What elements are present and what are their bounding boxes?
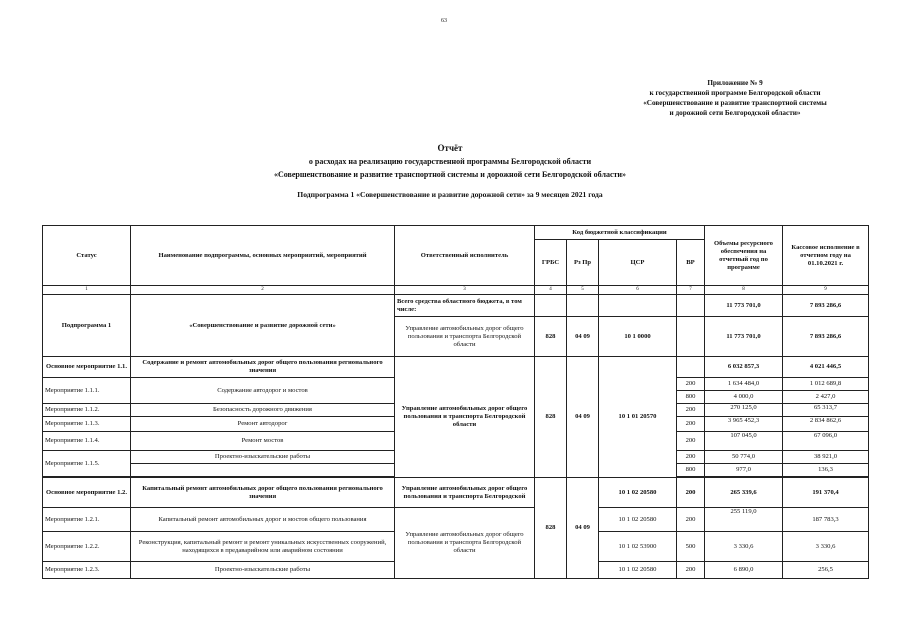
row-vr: 200 <box>677 417 705 432</box>
row-cash: 136,3 <box>783 464 869 477</box>
row-cash: 256,5 <box>783 562 869 579</box>
row-status: Мероприятие 1.1.5. <box>43 451 131 477</box>
row-status: Мероприятие 1.2.3. <box>43 562 131 579</box>
row-cash: 2 834 862,6 <box>783 417 869 432</box>
header-executor: Ответственный исполнитель <box>395 226 535 286</box>
row-cash: 3 330,6 <box>783 532 869 562</box>
row-volume: 265 339,6 <box>705 478 783 508</box>
row-name: Ремонт мостов <box>131 432 395 451</box>
row-status: Мероприятие 1.1.4. <box>43 432 131 451</box>
row-csr: 10 1 02 53900 <box>599 532 677 562</box>
row-vr: 800 <box>677 391 705 404</box>
row-volume: 270 125,0 <box>705 404 783 417</box>
header-volume: Объемы ресурсного обеспечения на отчетный год по программе <box>705 226 783 286</box>
title-line-3: «Совершенствование и развитие транспортной системы и дорожной сети Белгородской области» <box>273 170 627 179</box>
table-row <box>43 295 869 317</box>
row-rzpr: 04 09 <box>567 357 599 478</box>
row-volume: 11 773 701,0 <box>705 295 783 317</box>
row-name: Реконструкция, капитальный ремонт и ремонт уникальных искусственных сооружений, находящихся в предаварийном или аварийном состоянии <box>131 532 395 562</box>
row-vr: 200 <box>677 478 705 508</box>
row-cash: 38 921,0 <box>783 451 869 464</box>
row-csr: 10 1 0000 <box>599 317 677 357</box>
row-cash: 7 893 286,6 <box>783 295 869 317</box>
row-rzpr: 04 09 <box>567 317 599 357</box>
row-name: Содержание и ремонт автомобильных дорог общего пользования регионального значения <box>131 357 395 378</box>
row-volume: 4 000,0 <box>705 391 783 404</box>
row-cash: 4 021 446,5 <box>783 357 869 378</box>
row-executor: Управление автомобильных дорог общего пользования и транспорта Белгородской области <box>395 357 535 478</box>
row-volume: 255 119,0 <box>705 508 783 532</box>
row-name: «Совершенствование и развитие дорожной сети» <box>131 295 395 357</box>
row-name: Безопасность дорожного движения <box>131 404 395 417</box>
row-cash: 7 893 286,6 <box>783 317 869 357</box>
row-status: Мероприятие 1.1.3. <box>43 417 131 432</box>
row-volume: 11 773 701,0 <box>705 317 783 357</box>
row-vr: 800 <box>677 464 705 477</box>
row-status: Мероприятие 1.2.2. <box>43 532 131 562</box>
col-number: 5 <box>567 286 599 295</box>
header-rzpr: Рз Пр <box>567 240 599 286</box>
row-volume: 3 965 452,3 <box>705 417 783 432</box>
col-number: 7 <box>677 286 705 295</box>
row-vr: 200 <box>677 378 705 391</box>
row-cash: 1 012 689,8 <box>783 378 869 391</box>
row-name: Проектно-изыскательские работы <box>131 562 395 579</box>
row-executor: Управление автомобильных дорог общего пользования и транспорта Белгородской области <box>395 508 535 579</box>
row-status: Основное мероприятие 1.1. <box>43 357 131 378</box>
report-title <box>150 142 750 181</box>
row-rzpr: 04 09 <box>567 478 599 579</box>
row-executor: Управление автомобильных дорог общего пользования и транспорта Белгородской области <box>395 317 535 357</box>
row-csr: 10 1 01 20570 <box>599 357 677 478</box>
title-line-1: Отчёт <box>437 143 463 153</box>
row-executor: Управление автомобильных дорог общего пользования и транспорта Белгородской <box>395 478 535 508</box>
row-cash: 67 096,0 <box>783 432 869 451</box>
expenses-table <box>42 225 869 579</box>
col-number: 4 <box>535 286 567 295</box>
row-cash: 65 313,7 <box>783 404 869 417</box>
row-name: Содержание автодорог и мостов <box>131 378 395 404</box>
row-grbs: 828 <box>535 478 567 579</box>
header-cash: Кассовое исполнение в отчетном году на 01.10.2021 г. <box>783 226 869 286</box>
table-row <box>43 478 869 508</box>
col-number: 6 <box>599 286 677 295</box>
table-row <box>43 357 869 378</box>
row-cash: 191 370,4 <box>783 478 869 508</box>
appendix-line: Приложение № 9 <box>707 79 763 87</box>
table-row <box>43 508 869 532</box>
row-volume: 3 330,6 <box>705 532 783 562</box>
row-status: Мероприятие 1.2.1. <box>43 508 131 532</box>
appendix-line: и дорожной сети Белгородской области» <box>669 109 801 117</box>
header-vr: ВР <box>677 240 705 286</box>
appendix-line: к государственной программе Белгородской области <box>649 89 821 97</box>
header-csr: ЦСР <box>599 240 677 286</box>
row-status: Основное мероприятие 1.2. <box>43 478 131 508</box>
header-name: Наименование подпрограммы, основных мероприятий, мероприятий <box>131 226 395 286</box>
title-line-2: о расходах на реализацию государственной программы Белгородской области <box>308 157 592 166</box>
row-csr: 10 1 02 20580 <box>599 508 677 532</box>
col-number: 2 <box>131 286 395 295</box>
row-status: Подпрограмма 1 <box>43 295 131 357</box>
appendix-block <box>600 78 870 118</box>
row-vr: 200 <box>677 451 705 464</box>
row-name: Проектно-изыскательские работы <box>131 451 395 464</box>
row-status: Мероприятие 1.1.1. <box>43 378 131 404</box>
row-vr: 200 <box>677 562 705 579</box>
subprogram-title: Подпрограмма 1 «Совершенствование и развитие дорожной сети» за 9 месяцев 2021 года <box>297 190 603 199</box>
row-cash: 187 783,3 <box>783 508 869 532</box>
row-name: Ремонт автодорог <box>131 417 395 432</box>
row-status: Мероприятие 1.1.2. <box>43 404 131 417</box>
header-grbs: ГРБС <box>535 240 567 286</box>
header-budget-code: Код бюджетной классификации <box>535 226 705 240</box>
row-volume: 1 634 484,0 <box>705 378 783 391</box>
col-number: 9 <box>783 286 869 295</box>
row-csr: 10 1 02 20580 <box>599 562 677 579</box>
col-number: 3 <box>395 286 535 295</box>
row-vr: 200 <box>677 508 705 532</box>
row-vr: 200 <box>677 432 705 451</box>
row-csr: 10 1 02 20580 <box>599 478 677 508</box>
row-grbs: 828 <box>535 357 567 478</box>
row-executor-total: Всего средства областного бюджета, в том числе: <box>395 295 535 317</box>
row-cash: 2 427,0 <box>783 391 869 404</box>
row-name: Капитальный ремонт автомобильных дорог и мостов общего пользования <box>131 508 395 532</box>
row-vr: 200 <box>677 404 705 417</box>
row-volume: 107 045,0 <box>705 432 783 451</box>
row-volume: 50 774,0 <box>705 451 783 464</box>
row-vr: 500 <box>677 532 705 562</box>
row-name: Капитальный ремонт автомобильных дорог общего пользования регионального значения <box>131 478 395 508</box>
row-volume: 977,0 <box>705 464 783 477</box>
col-number: 8 <box>705 286 783 295</box>
row-volume: 6 032 857,3 <box>705 357 783 378</box>
col-number: 1 <box>43 286 131 295</box>
row-volume: 6 890,0 <box>705 562 783 579</box>
page-number: 63 <box>441 18 447 24</box>
row-grbs: 828 <box>535 317 567 357</box>
appendix-line: «Совершенствование и развитие транспортной системы <box>643 99 827 107</box>
header-status: Статус <box>43 226 131 286</box>
